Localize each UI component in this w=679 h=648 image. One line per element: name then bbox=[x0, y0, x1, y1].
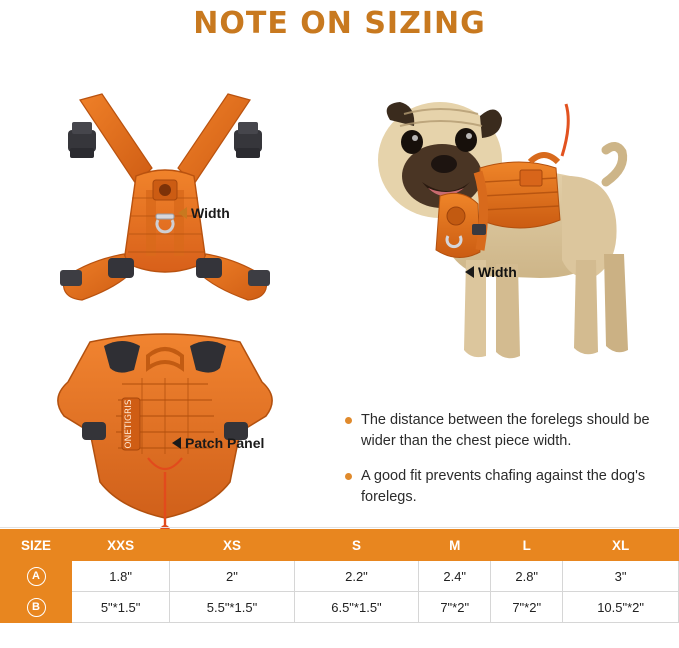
cell-b-xs: 5.5"*1.5" bbox=[170, 592, 294, 623]
harness-front-image bbox=[20, 72, 310, 302]
arrow-left-icon bbox=[172, 437, 181, 449]
table-header-xxs: XXS bbox=[72, 530, 170, 561]
list-item-text: A good fit prevents chafing against the dog's forelegs. bbox=[361, 467, 646, 505]
callout-width-harness-label: Width bbox=[191, 204, 230, 221]
cell-a-l: 2.8" bbox=[491, 561, 563, 592]
callout-patch-panel bbox=[172, 435, 264, 451]
row-badge-a: A bbox=[27, 567, 46, 586]
cell-a-xl: 3" bbox=[563, 561, 679, 592]
bullet-dot-icon bbox=[345, 473, 352, 480]
table-row bbox=[1, 561, 679, 592]
table-header-size: SIZE bbox=[1, 530, 72, 561]
row-label-b bbox=[1, 592, 72, 623]
cell-b-xl: 10.5"*2" bbox=[563, 592, 679, 623]
table-row bbox=[1, 592, 679, 623]
table-header-l: L bbox=[491, 530, 563, 561]
table-divider bbox=[0, 527, 679, 528]
row-badge-b: B bbox=[27, 598, 46, 617]
sizing-notes-list bbox=[345, 410, 670, 522]
harness-back-image bbox=[30, 312, 300, 552]
cell-a-s: 2.2" bbox=[294, 561, 418, 592]
arrow-left-icon bbox=[178, 207, 187, 219]
illustration-area bbox=[0, 42, 679, 522]
table-header-row bbox=[1, 530, 679, 561]
cell-b-m: 7"*2" bbox=[419, 592, 491, 623]
cell-a-xxs: 1.8" bbox=[72, 561, 170, 592]
callout-width-dog-label: Width bbox=[478, 263, 517, 280]
table-header-xs: XS bbox=[170, 530, 294, 561]
callout-width-dog bbox=[465, 264, 517, 280]
list-item bbox=[345, 410, 670, 452]
table-header-s: S bbox=[294, 530, 418, 561]
bullet-dot-icon bbox=[345, 417, 352, 424]
cell-a-m: 2.4" bbox=[419, 561, 491, 592]
cell-b-l: 7"*2" bbox=[491, 592, 563, 623]
cell-a-xs: 2" bbox=[170, 561, 294, 592]
callout-patch-panel-label: Patch Panel bbox=[185, 434, 265, 451]
table-header-xl: XL bbox=[563, 530, 679, 561]
cell-b-s: 6.5"*1.5" bbox=[294, 592, 418, 623]
brand-patch-text: ONETIGRIS bbox=[124, 398, 134, 449]
row-label-a bbox=[1, 561, 72, 592]
size-chart-table bbox=[0, 529, 679, 623]
arrow-left-icon bbox=[465, 266, 474, 278]
list-item-text: The distance between the forelegs should be wider than the chest piece width. bbox=[361, 411, 650, 449]
cell-b-xxs: 5"*1.5" bbox=[72, 592, 170, 623]
list-item bbox=[345, 466, 670, 508]
callout-width-harness bbox=[178, 205, 230, 221]
page-title: NOTE ON SIZING bbox=[193, 6, 486, 41]
dog-wearing-harness-image bbox=[330, 64, 670, 394]
table-header-m: M bbox=[419, 530, 491, 561]
